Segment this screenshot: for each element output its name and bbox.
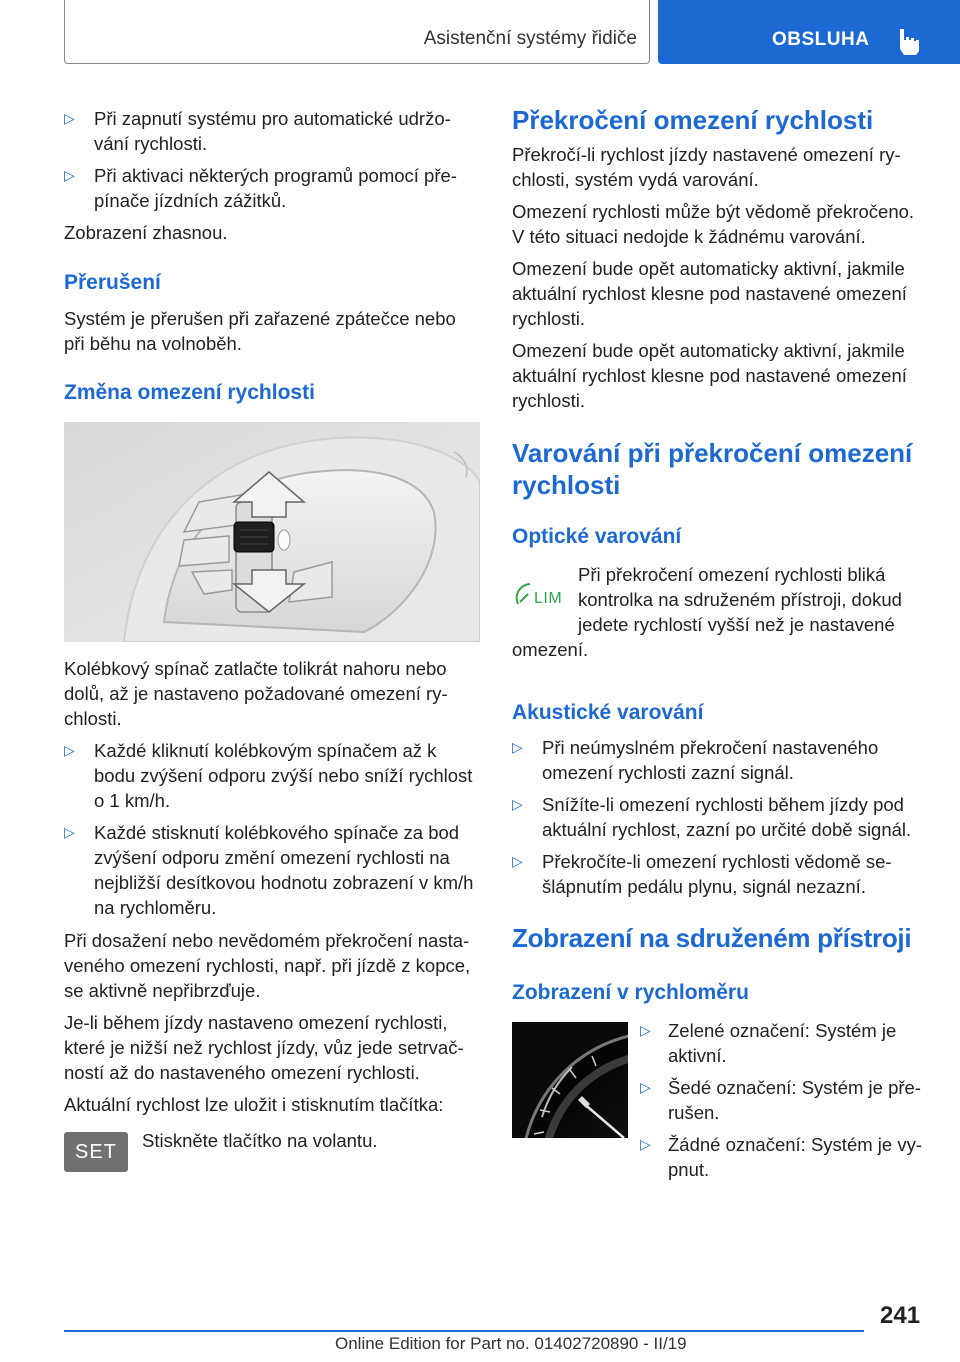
heading-warning: Varování při překročení omezení rychlosti <box>512 438 913 500</box>
list-item <box>64 738 484 813</box>
list-item <box>512 849 932 899</box>
list-item <box>640 1132 940 1182</box>
chapter-tab-label: OBSLUHA <box>772 29 870 50</box>
list-item <box>512 792 932 842</box>
heading-optical: Optické varování <box>512 525 682 548</box>
list-item-text: Zelené označení: Systém je aktivní. <box>668 1020 897 1066</box>
heading-cluster: Zobrazení na sdruženém přístroji <box>512 923 912 953</box>
steering-wheel-rocker-photo <box>64 422 480 642</box>
paragraph: Systém je přerušen při zařazené zpátečce nebo při běhu na volnoběh. <box>64 308 456 354</box>
paragraph: Kolébkový spínač zatlačte tolikrát nahoru nebo dolů, až je nastaveno požadované omezení ry- chlosti. <box>64 658 448 729</box>
list-item-text: Při zapnutí systému pro automatické udržo- vání rychlosti. <box>94 108 451 154</box>
list-item-text: Šedé označení: Systém je pře- rušen. <box>668 1077 921 1123</box>
speedometer-arc-icon <box>514 580 534 608</box>
right-column <box>512 0 928 1362</box>
list-item-text: Překročíte-li omezení rychlosti vědomě se- šlápnutím pedálu plynu, signál nezazní. <box>542 851 892 897</box>
list-item-text: Snížíte-li omezení rychlosti během jízdy pod aktuální rychlost, zazní po určité době signál. <box>542 794 912 840</box>
set-button-icon <box>64 1132 128 1172</box>
triangle-bullet-icon: ▷ <box>640 1079 651 1095</box>
triangle-bullet-icon: ▷ <box>512 796 523 812</box>
paragraph: Omezení bude opět automaticky aktivní, jakmile aktuální rychlost klesne pod nastavené omezení rychlosti. <box>512 340 907 411</box>
list-item <box>64 163 484 213</box>
footer-edition: Online Edition for Part no. 01402720890 - II/19 <box>335 1334 687 1353</box>
paragraph: Při dosažení nebo nevědomém překročení nasta- veného omezení rychlosti, např. při jízdě z kopce, se aktivně nepřibrzďuje. <box>64 930 471 1001</box>
paragraph: Při překročení omezení rychlosti bliká kontrolka na sdruženém přístroji, dokud jedete rychlostí vyšší než je nastavené <box>578 564 902 635</box>
paragraph: Zobrazení zhasnou. <box>64 222 228 243</box>
lim-label: LIM <box>534 590 563 607</box>
heading-acoustic: Akustické varování <box>512 701 704 724</box>
list-item-text: Žádné označení: Systém je vy- pnut. <box>668 1134 922 1180</box>
list-item-text: Při aktivaci některých programů pomocí pře- pínače jízdních zážitků. <box>94 165 457 211</box>
list-item <box>640 1075 940 1125</box>
heading-speedometer: Zobrazení v rychloměru <box>512 981 749 1004</box>
list-item-text: Každé stisknutí kolébkového spínače za bod zvýšení odporu změní omezení rychlosti na nejbližší desítkovou hodnotu zobrazení v km/h na rychloměru. <box>94 822 474 918</box>
list-item <box>640 1018 940 1068</box>
page-number: 241 <box>880 1302 921 1329</box>
triangle-bullet-icon: ▷ <box>64 824 75 840</box>
heading-change-limit: Změna omezení rychlosti <box>64 381 315 404</box>
paragraph: Stiskněte tlačítko na volantu. <box>142 1130 378 1151</box>
triangle-bullet-icon: ▷ <box>64 742 75 758</box>
list-item <box>64 820 484 920</box>
list-item-text: Každé kliknutí kolébkovým spínačem až k bodu zvýšení odporu zvýší nebo sníží rychlost o 1 km/h. <box>94 740 473 811</box>
paragraph: Aktuální rychlost lze uložit i stisknutím tlačítka: <box>64 1094 444 1115</box>
paragraph: Omezení bude opět automaticky aktivní, jakmile aktuální rychlost klesne pod nastavené omezení rychlosti. <box>512 258 907 329</box>
paragraph: Omezení rychlosti může být vědomě překročeno. V této situaci nedojde k žádnému varování. <box>512 201 915 247</box>
speedometer-photo <box>512 1022 628 1138</box>
triangle-bullet-icon: ▷ <box>640 1136 651 1152</box>
paragraph: Je-li během jízdy nastaveno omezení rychlosti, které je nižší než rychlost jízdy, vůz jede setrvač- ností až do nastaveného omezení rychlosti. <box>64 1012 464 1083</box>
set-button-label: SET <box>75 1140 117 1163</box>
triangle-bullet-icon: ▷ <box>64 167 75 183</box>
triangle-bullet-icon: ▷ <box>64 110 75 126</box>
footer-divider <box>64 1330 864 1332</box>
heading-exceed: Překročení omezení rychlosti <box>512 105 874 135</box>
triangle-bullet-icon: ▷ <box>640 1022 651 1038</box>
list-item <box>512 735 932 785</box>
heading-interrupt: Přerušení <box>64 271 161 294</box>
list-item <box>64 106 484 156</box>
paragraph: Překročí-li rychlost jízdy nastavené omezení ry- chlosti, systém vydá varování. <box>512 144 901 190</box>
triangle-bullet-icon: ▷ <box>512 853 523 869</box>
list-item-text: Při neúmyslném překročení nastaveného omezení rychlosti zazní signál. <box>542 737 879 783</box>
paragraph: omezení. <box>512 639 589 660</box>
triangle-bullet-icon: ▷ <box>512 739 523 755</box>
lim-indicator-icon <box>512 578 568 610</box>
left-column <box>64 0 484 1362</box>
section-title: Asistenční systémy řidiče <box>423 28 637 49</box>
